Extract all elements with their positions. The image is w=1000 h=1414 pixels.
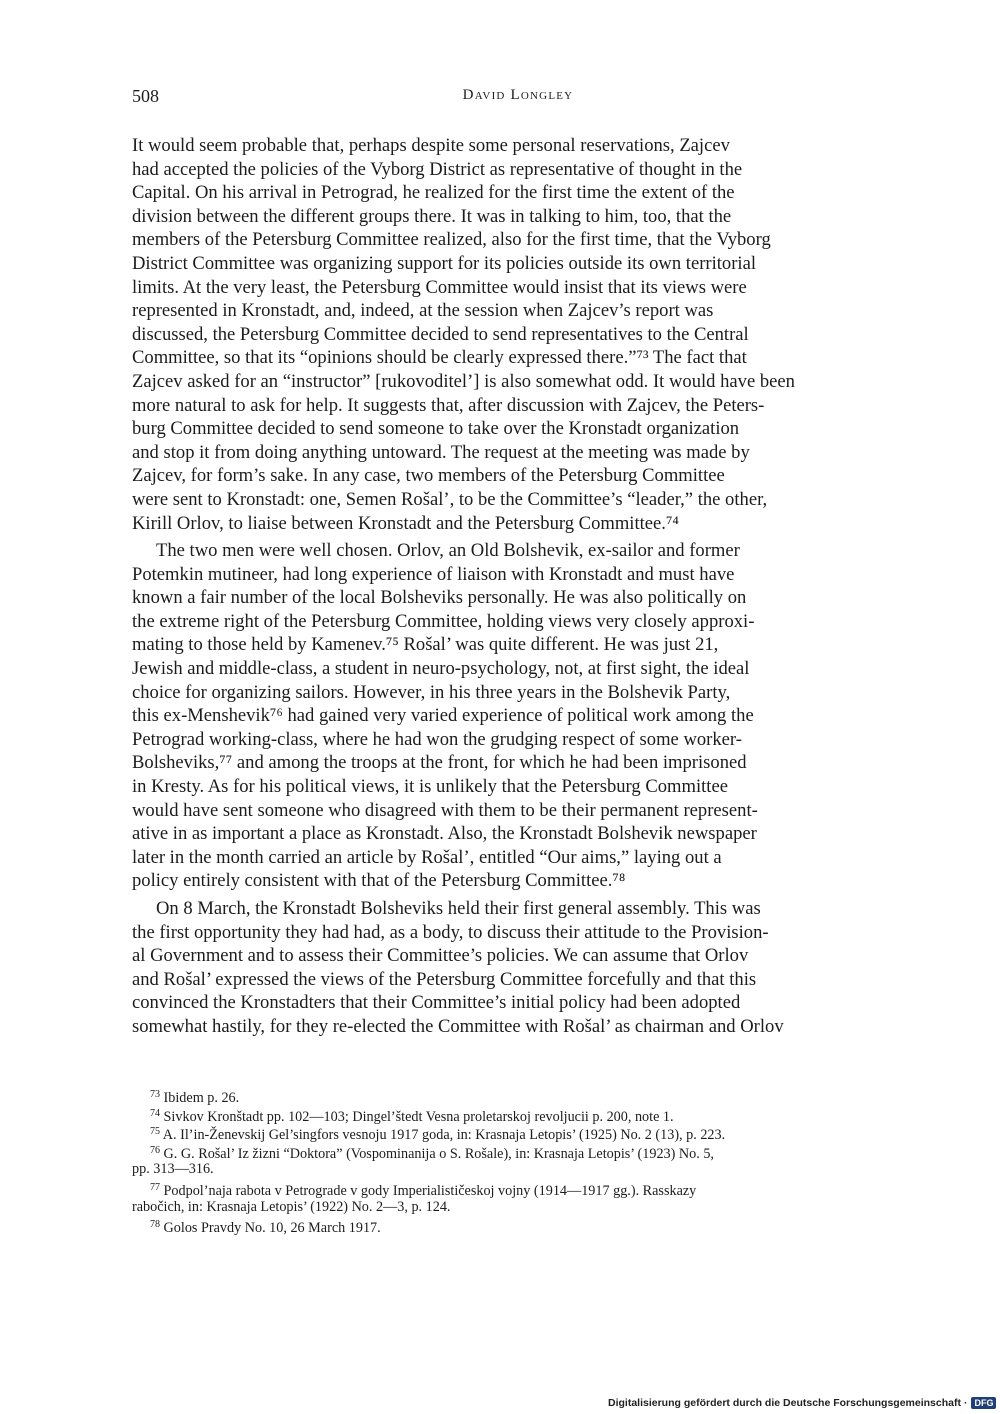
footnote-text: Sivkov Kronštadt pp. 102—103; Dingel’štedt Vesna proletarskoj revoljucii p. 200, note 1. xyxy=(163,1108,674,1125)
footnote-text: Golos Pravdy No. 10, 26 March 1917. xyxy=(163,1220,381,1237)
paragraph-start-line: The two men were well chosen. Orlov, an Old Bolshevik, ex-sailor and former xyxy=(156,540,740,562)
footnote-text: rabočich, in: Krasnaja Letopis’ (1922) No. 2—3, p. 124. xyxy=(132,1198,451,1215)
text-line: would have sent someone who disagreed with them to be their permanent represent- xyxy=(132,799,758,821)
text-line: burg Committee decided to send someone to take over the Kronstadt organization xyxy=(132,418,740,440)
text-line: the extreme right of the Petersburg Committee, holding views very closely approxi- xyxy=(132,610,755,632)
footnote xyxy=(132,1105,904,1124)
text-line: choice for organizing sailors. However, in his three years in the Bolshevik Party, xyxy=(132,681,731,703)
footnote xyxy=(132,1142,904,1161)
digitization-credit xyxy=(608,1395,1000,1411)
text-line: more natural to ask for help. It suggests that, after discussion with Zajcev, the Peters- xyxy=(132,394,765,416)
text-line: the first opportunity they had had, as a body, to discuss their attitude to the Provision- xyxy=(132,921,769,943)
page-header xyxy=(132,86,904,108)
text-line: known a fair number of the local Bolsheviks personally. He was also politically on xyxy=(132,587,747,609)
footnote-text: G. G. Rošal’ Iz žizni “Doktora” (Vospominanija o S. Rošale), in: Krasnaja Letopis’ (1923) No. 5, xyxy=(163,1145,714,1162)
text-line: policy entirely consistent with that of the Petersburg Committee.⁷⁸ xyxy=(132,870,626,892)
footnote xyxy=(132,1123,904,1142)
footnote xyxy=(132,1086,904,1105)
footnote-text: Podpol’naja rabota v Petrograde v gody Imperialističeskoj vojny (1914—1917 gg.). Rasskazy xyxy=(163,1182,697,1199)
text-line: limits. At the very least, the Petersburg Committee would insist that its views were xyxy=(132,276,747,298)
text-line: Committee, so that its “opinions should be clearly expressed there.”⁷³ The fact that xyxy=(132,347,747,369)
text-line: ative in as important a place as Kronstadt. Also, the Kronstadt Bolshevik newspaper xyxy=(132,823,757,845)
credit-separator: · xyxy=(963,1397,968,1409)
footnote xyxy=(132,1179,904,1198)
text-line: and Rošal’ expressed the views of the Petersburg Committee forcefully and that this xyxy=(132,968,757,990)
footnote xyxy=(132,1198,904,1217)
text-line: al Government and to assess their Committee’s policies. We can assume that Orlov xyxy=(132,945,749,967)
text-line: represented in Kronstadt, and, indeed, at the session when Zajcev’s report was xyxy=(132,300,714,322)
text-line: Zajcev asked for an “instructor” [rukovoditel’] is also somewhat odd. It would have been xyxy=(132,370,795,392)
footnote-number: 76 xyxy=(150,1144,160,1156)
footnote-text: A. Il’in-Ženevskij Gel’singfors vesnoju 1917 goda, in: Krasnaja Letopis’ (1925) No. 2 (13), p. 223. xyxy=(162,1127,726,1144)
text-line: Petrograd working-class, where he had won the grudging respect of some worker- xyxy=(132,728,742,750)
footnote xyxy=(132,1160,904,1179)
running-head: David Longley xyxy=(462,87,574,103)
text-line: mating to those held by Kamenev.⁷⁵ Rošal’ was quite different. He was just 21, xyxy=(132,634,719,656)
text-line: in Kresty. As for his political views, it is unlikely that the Petersburg Committee xyxy=(132,776,728,798)
footnote-number: 78 xyxy=(150,1219,160,1231)
text-line: Kirill Orlov, to liaise between Kronstadt and the Petersburg Committee.⁷⁴ xyxy=(132,512,679,534)
text-line: Bolsheviks,⁷⁷ and among the troops at the front, for which he had been imprisoned xyxy=(132,752,747,774)
text-line: were sent to Kronstadt: one, Semen Rošal’, to be the Committee’s “leader,” the other, xyxy=(132,488,768,510)
text-line: District Committee was organizing support for its policies outside its own territorial xyxy=(132,252,756,274)
text-line: had accepted the policies of the Vyborg District as representative of thought in the xyxy=(132,158,743,180)
paragraph-start-line: On 8 March, the Kronstadt Bolsheviks held their first general assembly. This was xyxy=(156,898,761,919)
page-number: 508 xyxy=(132,86,159,106)
footnote-text: Ibidem p. 26. xyxy=(163,1090,240,1106)
credit-text: Digitalisierung gefördert durch die Deutsche Forschungsgemeinschaft xyxy=(608,1397,961,1409)
footnote xyxy=(132,1216,904,1235)
footnote-number: 77 xyxy=(150,1181,160,1193)
footnote-number: 73 xyxy=(150,1089,160,1100)
text-line: Potemkin mutineer, had long experience of liaison with Kronstadt and must have xyxy=(132,563,735,585)
text-line: convinced the Kronstadters that their Committee’s initial policy had been adopted xyxy=(132,992,741,1014)
text-line: discussed, the Petersburg Committee decided to send representatives to the Central xyxy=(132,323,749,345)
text-line: later in the month carried an article by Rošal’, entitled “Our aims,” laying out a xyxy=(132,846,722,868)
text-line: It would seem probable that, perhaps despite some personal reservations, Zajcev xyxy=(132,135,730,156)
text-line: Zajcev, for form’s sake. In any case, two members of the Petersburg Committee xyxy=(132,465,725,487)
footnote-number: 74 xyxy=(150,1107,160,1119)
text-line: Capital. On his arrival in Petrograd, he realized for the first time the extent of the xyxy=(132,182,735,204)
footnote-number: 75 xyxy=(150,1126,160,1138)
text-line: members of the Petersburg Committee realized, also for the first time, that the Vyborg xyxy=(132,229,771,251)
text-line: Jewish and middle-class, a student in neuro-psychology, not, at first sight, the ideal xyxy=(132,658,750,680)
footnotes xyxy=(132,1086,904,1235)
text-line: and stop it from doing anything untoward. The request at the meeting was made by xyxy=(132,441,750,463)
body-text xyxy=(132,134,904,1039)
footnote-text: pp. 313—316. xyxy=(132,1161,214,1178)
text-line: division between the different groups there. It was in talking to him, too, that the xyxy=(132,205,732,227)
text-line: somewhat hastily, for they re-elected the Committee with Rošal’ as chairman and Orlov xyxy=(132,1015,784,1037)
dfg-logo-icon: DFG xyxy=(971,1397,996,1409)
text-line: this ex-Menshevik⁷⁶ had gained very varied experience of political work among the xyxy=(132,705,754,727)
